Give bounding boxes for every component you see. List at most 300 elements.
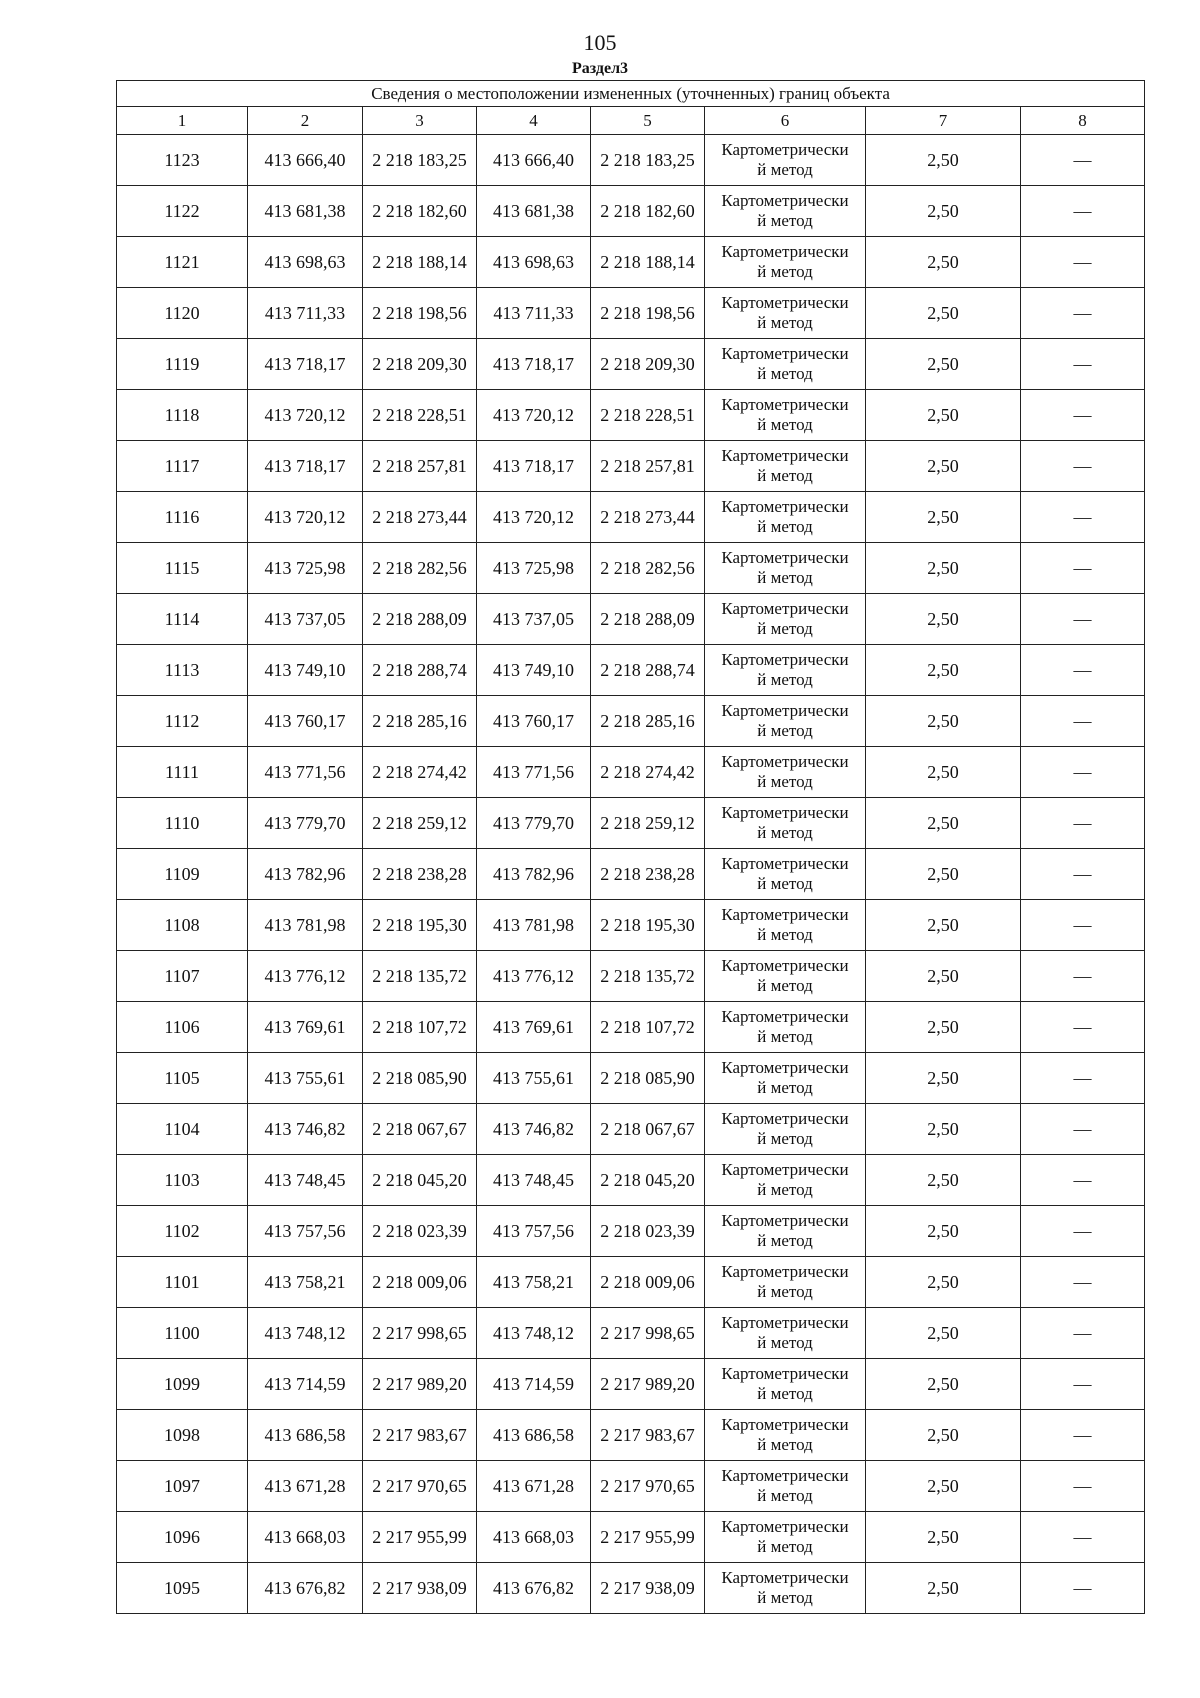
accuracy-cell: 2,50: [866, 1155, 1021, 1206]
section-title: Раздел3: [571, 60, 629, 77]
x-new-cell: 413 776,12: [477, 951, 591, 1002]
table-row: [117, 900, 1145, 951]
accuracy-cell: 2,50: [866, 1410, 1021, 1461]
method-text-line1: Картометрически: [721, 956, 849, 975]
table-row: [117, 1512, 1145, 1563]
method-text-line2: й метод: [757, 976, 813, 995]
y-old-cell: 2 218 288,74: [363, 645, 477, 696]
x-new-cell: 413 758,21: [477, 1257, 591, 1308]
method-text-line2: й метод: [757, 262, 813, 281]
description-cell: —: [1021, 339, 1145, 390]
description-cell: —: [1021, 798, 1145, 849]
table-row: [117, 645, 1145, 696]
point-number-cell: 1096: [117, 1512, 248, 1563]
method-text-line1: Картометрически: [721, 1160, 849, 1179]
point-number-cell: 1123: [117, 135, 248, 186]
accuracy-cell: 2,50: [866, 798, 1021, 849]
accuracy-cell: 2,50: [866, 1308, 1021, 1359]
method-cell: [705, 441, 866, 492]
table-row: [117, 594, 1145, 645]
description-cell: —: [1021, 1053, 1145, 1104]
y-old-cell: 2 218 209,30: [363, 339, 477, 390]
accuracy-cell: 2,50: [866, 1512, 1021, 1563]
y-old-cell: 2 218 238,28: [363, 849, 477, 900]
point-number-cell: 1114: [117, 594, 248, 645]
y-new-cell: 2 217 983,67: [591, 1410, 705, 1461]
method-text-line1: Картометрически: [721, 599, 849, 618]
method-text-line1: Картометрически: [721, 701, 849, 720]
method-cell: [705, 1308, 866, 1359]
y-old-cell: 2 217 955,99: [363, 1512, 477, 1563]
y-old-cell: 2 218 288,09: [363, 594, 477, 645]
y-new-cell: 2 217 955,99: [591, 1512, 705, 1563]
method-cell: [705, 1359, 866, 1410]
table-row: [117, 798, 1145, 849]
table-row: [117, 1257, 1145, 1308]
point-number-cell: 1119: [117, 339, 248, 390]
x-old-cell: 413 681,38: [248, 186, 363, 237]
method-text-line2: й метод: [757, 517, 813, 536]
accuracy-cell: 2,50: [866, 1053, 1021, 1104]
point-number-cell: 1112: [117, 696, 248, 747]
x-old-cell: 413 666,40: [248, 135, 363, 186]
x-old-cell: 413 746,82: [248, 1104, 363, 1155]
method-text-line1: Картометрически: [721, 446, 849, 465]
x-old-cell: 413 725,98: [248, 543, 363, 594]
method-cell: [705, 696, 866, 747]
description-cell: —: [1021, 543, 1145, 594]
x-new-cell: 413 666,40: [477, 135, 591, 186]
method-text-line1: Картометрически: [721, 854, 849, 873]
accuracy-cell: 2,50: [866, 1206, 1021, 1257]
method-text-line2: й метод: [757, 313, 813, 332]
method-cell: [705, 1563, 866, 1614]
description-cell: —: [1021, 1155, 1145, 1206]
x-old-cell: 413 711,33: [248, 288, 363, 339]
column-number: 4: [477, 107, 591, 135]
method-cell: [705, 900, 866, 951]
y-old-cell: 2 218 023,39: [363, 1206, 477, 1257]
x-old-cell: 413 755,61: [248, 1053, 363, 1104]
method-cell: [705, 951, 866, 1002]
accuracy-cell: 2,50: [866, 339, 1021, 390]
point-number-cell: 1117: [117, 441, 248, 492]
x-old-cell: 413 760,17: [248, 696, 363, 747]
x-old-cell: 413 781,98: [248, 900, 363, 951]
method-text-line1: Картометрически: [721, 1466, 849, 1485]
accuracy-cell: 2,50: [866, 390, 1021, 441]
y-new-cell: 2 218 107,72: [591, 1002, 705, 1053]
y-old-cell: 2 218 067,67: [363, 1104, 477, 1155]
x-new-cell: 413 686,58: [477, 1410, 591, 1461]
method-text-line2: й метод: [757, 1129, 813, 1148]
x-new-cell: 413 711,33: [477, 288, 591, 339]
x-new-cell: 413 782,96: [477, 849, 591, 900]
y-old-cell: 2 218 182,60: [363, 186, 477, 237]
x-new-cell: 413 771,56: [477, 747, 591, 798]
y-old-cell: 2 218 273,44: [363, 492, 477, 543]
accuracy-cell: 2,50: [866, 135, 1021, 186]
method-cell: [705, 747, 866, 798]
accuracy-cell: 2,50: [866, 441, 1021, 492]
table-row: [117, 1002, 1145, 1053]
y-old-cell: 2 218 257,81: [363, 441, 477, 492]
table-row: [117, 747, 1145, 798]
x-new-cell: 413 725,98: [477, 543, 591, 594]
method-text-line1: Картометрически: [721, 905, 849, 924]
table-row: [117, 1206, 1145, 1257]
x-new-cell: 413 720,12: [477, 492, 591, 543]
column-number: 7: [866, 107, 1021, 135]
x-old-cell: 413 748,45: [248, 1155, 363, 1206]
method-cell: [705, 849, 866, 900]
x-new-cell: 413 737,05: [477, 594, 591, 645]
accuracy-cell: 2,50: [866, 594, 1021, 645]
method-text-line1: Картометрически: [721, 650, 849, 669]
method-cell: [705, 1155, 866, 1206]
y-new-cell: 2 218 188,14: [591, 237, 705, 288]
column-number: 6: [705, 107, 866, 135]
method-cell: [705, 1410, 866, 1461]
description-cell: —: [1021, 441, 1145, 492]
method-text-line1: Картометрически: [721, 548, 849, 567]
point-number-cell: 1106: [117, 1002, 248, 1053]
x-old-cell: 413 718,17: [248, 441, 363, 492]
table-row: [117, 1359, 1145, 1410]
method-cell: [705, 1512, 866, 1563]
method-text-line2: й метод: [757, 1537, 813, 1556]
y-new-cell: 2 218 195,30: [591, 900, 705, 951]
table-row: [117, 288, 1145, 339]
page-number: 105: [583, 30, 617, 55]
point-number-cell: 1101: [117, 1257, 248, 1308]
accuracy-cell: 2,50: [866, 492, 1021, 543]
point-number-cell: 1100: [117, 1308, 248, 1359]
description-cell: —: [1021, 849, 1145, 900]
description-cell: —: [1021, 1104, 1145, 1155]
x-old-cell: 413 737,05: [248, 594, 363, 645]
x-old-cell: 413 757,56: [248, 1206, 363, 1257]
method-text-line1: Картометрически: [721, 803, 849, 822]
method-text-line1: Картометрически: [721, 1415, 849, 1434]
method-text-line1: Картометрически: [721, 1007, 849, 1026]
accuracy-cell: 2,50: [866, 543, 1021, 594]
x-new-cell: 413 779,70: [477, 798, 591, 849]
table-row: [117, 135, 1145, 186]
accuracy-cell: 2,50: [866, 1461, 1021, 1512]
y-new-cell: 2 218 257,81: [591, 441, 705, 492]
description-cell: —: [1021, 1410, 1145, 1461]
y-new-cell: 2 218 288,74: [591, 645, 705, 696]
description-cell: —: [1021, 390, 1145, 441]
table-row: [117, 237, 1145, 288]
y-new-cell: 2 218 085,90: [591, 1053, 705, 1104]
x-old-cell: 413 748,12: [248, 1308, 363, 1359]
x-old-cell: 413 698,63: [248, 237, 363, 288]
boundary-table: [116, 80, 1145, 1614]
description-cell: —: [1021, 1512, 1145, 1563]
method-cell: [705, 645, 866, 696]
method-text-line1: Картометрически: [721, 1211, 849, 1230]
method-text-line1: Картометрически: [721, 752, 849, 771]
description-cell: —: [1021, 951, 1145, 1002]
y-new-cell: 2 217 989,20: [591, 1359, 705, 1410]
point-number-cell: 1105: [117, 1053, 248, 1104]
x-new-cell: 413 714,59: [477, 1359, 591, 1410]
accuracy-cell: 2,50: [866, 1104, 1021, 1155]
method-text-line2: й метод: [757, 1231, 813, 1250]
table-row: [117, 849, 1145, 900]
method-text-line2: й метод: [757, 925, 813, 944]
method-text-line2: й метод: [757, 721, 813, 740]
x-old-cell: 413 671,28: [248, 1461, 363, 1512]
x-new-cell: 413 755,61: [477, 1053, 591, 1104]
x-new-cell: 413 676,82: [477, 1563, 591, 1614]
method-text-line2: й метод: [757, 619, 813, 638]
description-cell: —: [1021, 1257, 1145, 1308]
x-old-cell: 413 668,03: [248, 1512, 363, 1563]
method-text-line1: Картометрически: [721, 395, 849, 414]
x-new-cell: 413 757,56: [477, 1206, 591, 1257]
table-row: [117, 696, 1145, 747]
accuracy-cell: 2,50: [866, 288, 1021, 339]
y-new-cell: 2 218 285,16: [591, 696, 705, 747]
description-cell: —: [1021, 186, 1145, 237]
y-old-cell: 2 218 282,56: [363, 543, 477, 594]
method-cell: [705, 798, 866, 849]
description-cell: —: [1021, 1206, 1145, 1257]
y-new-cell: 2 218 274,42: [591, 747, 705, 798]
description-cell: —: [1021, 288, 1145, 339]
method-text-line2: й метод: [757, 1282, 813, 1301]
y-new-cell: 2 218 023,39: [591, 1206, 705, 1257]
method-text-line2: й метод: [757, 1588, 813, 1607]
y-old-cell: 2 218 259,12: [363, 798, 477, 849]
description-cell: —: [1021, 594, 1145, 645]
description-cell: —: [1021, 900, 1145, 951]
method-text-line2: й метод: [757, 568, 813, 587]
y-old-cell: 2 218 085,90: [363, 1053, 477, 1104]
y-old-cell: 2 217 938,09: [363, 1563, 477, 1614]
method-text-line1: Картометрически: [721, 1517, 849, 1536]
x-old-cell: 413 686,58: [248, 1410, 363, 1461]
accuracy-cell: 2,50: [866, 900, 1021, 951]
point-number-cell: 1115: [117, 543, 248, 594]
y-old-cell: 2 218 107,72: [363, 1002, 477, 1053]
table-row: [117, 1104, 1145, 1155]
method-cell: [705, 492, 866, 543]
method-text-line2: й метод: [757, 1078, 813, 1097]
method-text-line1: Картометрически: [721, 1058, 849, 1077]
column-number: 2: [248, 107, 363, 135]
y-old-cell: 2 217 998,65: [363, 1308, 477, 1359]
y-old-cell: 2 218 228,51: [363, 390, 477, 441]
accuracy-cell: 2,50: [866, 849, 1021, 900]
method-text-line1: Картометрически: [721, 1313, 849, 1332]
description-cell: —: [1021, 1461, 1145, 1512]
table-row: [117, 1461, 1145, 1512]
point-number-cell: 1122: [117, 186, 248, 237]
description-cell: —: [1021, 645, 1145, 696]
y-new-cell: 2 217 998,65: [591, 1308, 705, 1359]
y-new-cell: 2 218 209,30: [591, 339, 705, 390]
description-cell: —: [1021, 1359, 1145, 1410]
table-row: [117, 186, 1145, 237]
method-text-line2: й метод: [757, 160, 813, 179]
column-number: 1: [117, 107, 248, 135]
x-new-cell: 413 720,12: [477, 390, 591, 441]
x-new-cell: 413 698,63: [477, 237, 591, 288]
method-cell: [705, 1206, 866, 1257]
y-new-cell: 2 218 067,67: [591, 1104, 705, 1155]
x-old-cell: 413 720,12: [248, 492, 363, 543]
description-cell: —: [1021, 747, 1145, 798]
accuracy-cell: 2,50: [866, 645, 1021, 696]
y-old-cell: 2 218 188,14: [363, 237, 477, 288]
table-row: [117, 390, 1145, 441]
y-new-cell: 2 218 009,06: [591, 1257, 705, 1308]
method-cell: [705, 594, 866, 645]
method-text-line2: й метод: [757, 874, 813, 893]
column-number: 8: [1021, 107, 1145, 135]
x-new-cell: 413 769,61: [477, 1002, 591, 1053]
point-number-cell: 1118: [117, 390, 248, 441]
table-row: [117, 1563, 1145, 1614]
point-number-cell: 1107: [117, 951, 248, 1002]
table-row: [117, 441, 1145, 492]
method-text-line2: й метод: [757, 211, 813, 230]
point-number-cell: 1095: [117, 1563, 248, 1614]
description-cell: —: [1021, 696, 1145, 747]
accuracy-cell: 2,50: [866, 951, 1021, 1002]
point-number-cell: 1111: [117, 747, 248, 798]
method-text-line2: й метод: [757, 772, 813, 791]
accuracy-cell: 2,50: [866, 1563, 1021, 1614]
method-text-line1: Картометрически: [721, 242, 849, 261]
description-cell: —: [1021, 237, 1145, 288]
x-new-cell: 413 749,10: [477, 645, 591, 696]
x-new-cell: 413 748,12: [477, 1308, 591, 1359]
y-old-cell: 2 218 285,16: [363, 696, 477, 747]
method-cell: [705, 135, 866, 186]
y-old-cell: 2 218 198,56: [363, 288, 477, 339]
description-cell: —: [1021, 492, 1145, 543]
table-row: [117, 951, 1145, 1002]
x-new-cell: 413 668,03: [477, 1512, 591, 1563]
table-caption: Сведения о местоположении измененных (уточненных) границ объекта: [117, 81, 1145, 107]
method-text-line1: Картометрически: [721, 1262, 849, 1281]
y-old-cell: 2 218 135,72: [363, 951, 477, 1002]
x-new-cell: 413 671,28: [477, 1461, 591, 1512]
y-old-cell: 2 218 009,06: [363, 1257, 477, 1308]
method-text-line1: Картометрически: [721, 1568, 849, 1587]
accuracy-cell: 2,50: [866, 1359, 1021, 1410]
point-number-cell: 1104: [117, 1104, 248, 1155]
point-number-cell: 1109: [117, 849, 248, 900]
method-cell: [705, 1002, 866, 1053]
y-new-cell: 2 218 182,60: [591, 186, 705, 237]
x-old-cell: 413 758,21: [248, 1257, 363, 1308]
y-new-cell: 2 217 938,09: [591, 1563, 705, 1614]
method-text-line1: Картометрически: [721, 344, 849, 363]
x-new-cell: 413 748,45: [477, 1155, 591, 1206]
method-cell: [705, 339, 866, 390]
table-row: [117, 1308, 1145, 1359]
point-number-cell: 1121: [117, 237, 248, 288]
method-cell: [705, 186, 866, 237]
point-number-cell: 1110: [117, 798, 248, 849]
method-cell: [705, 390, 866, 441]
table-row: [117, 492, 1145, 543]
table-row: [117, 1155, 1145, 1206]
x-old-cell: 413 779,70: [248, 798, 363, 849]
x-old-cell: 413 714,59: [248, 1359, 363, 1410]
method-text-line2: й метод: [757, 1384, 813, 1403]
method-text-line1: Картометрически: [721, 497, 849, 516]
method-text-line2: й метод: [757, 1486, 813, 1505]
x-new-cell: 413 718,17: [477, 441, 591, 492]
accuracy-cell: 2,50: [866, 237, 1021, 288]
description-cell: —: [1021, 1308, 1145, 1359]
x-old-cell: 413 769,61: [248, 1002, 363, 1053]
method-cell: [705, 1461, 866, 1512]
method-text-line2: й метод: [757, 1435, 813, 1454]
y-old-cell: 2 217 983,67: [363, 1410, 477, 1461]
table-row: [117, 1053, 1145, 1104]
description-cell: —: [1021, 1002, 1145, 1053]
y-new-cell: 2 218 135,72: [591, 951, 705, 1002]
x-new-cell: 413 746,82: [477, 1104, 591, 1155]
table-row: [117, 543, 1145, 594]
point-number-cell: 1116: [117, 492, 248, 543]
x-new-cell: 413 681,38: [477, 186, 591, 237]
method-text-line2: й метод: [757, 823, 813, 842]
column-number: 3: [363, 107, 477, 135]
accuracy-cell: 2,50: [866, 747, 1021, 798]
y-old-cell: 2 218 183,25: [363, 135, 477, 186]
x-old-cell: 413 749,10: [248, 645, 363, 696]
description-cell: —: [1021, 1563, 1145, 1614]
accuracy-cell: 2,50: [866, 1257, 1021, 1308]
y-new-cell: 2 218 238,28: [591, 849, 705, 900]
x-old-cell: 413 776,12: [248, 951, 363, 1002]
y-new-cell: 2 218 259,12: [591, 798, 705, 849]
y-new-cell: 2 218 282,56: [591, 543, 705, 594]
x-old-cell: 413 718,17: [248, 339, 363, 390]
point-number-cell: 1120: [117, 288, 248, 339]
method-text-line2: й метод: [757, 364, 813, 383]
method-cell: [705, 543, 866, 594]
y-new-cell: 2 218 183,25: [591, 135, 705, 186]
y-old-cell: 2 218 274,42: [363, 747, 477, 798]
column-number: 5: [591, 107, 705, 135]
x-old-cell: 413 782,96: [248, 849, 363, 900]
point-number-cell: 1103: [117, 1155, 248, 1206]
x-new-cell: 413 781,98: [477, 900, 591, 951]
y-new-cell: 2 217 970,65: [591, 1461, 705, 1512]
method-text-line2: й метод: [757, 1333, 813, 1352]
method-text-line1: Картометрически: [721, 1364, 849, 1383]
x-old-cell: 413 771,56: [248, 747, 363, 798]
method-text-line2: й метод: [757, 415, 813, 434]
method-text-line2: й метод: [757, 1180, 813, 1199]
method-text-line1: Картометрически: [721, 191, 849, 210]
accuracy-cell: 2,50: [866, 1002, 1021, 1053]
method-text-line2: й метод: [757, 670, 813, 689]
table-body: [117, 135, 1145, 1614]
method-cell: [705, 1053, 866, 1104]
y-new-cell: 2 218 288,09: [591, 594, 705, 645]
